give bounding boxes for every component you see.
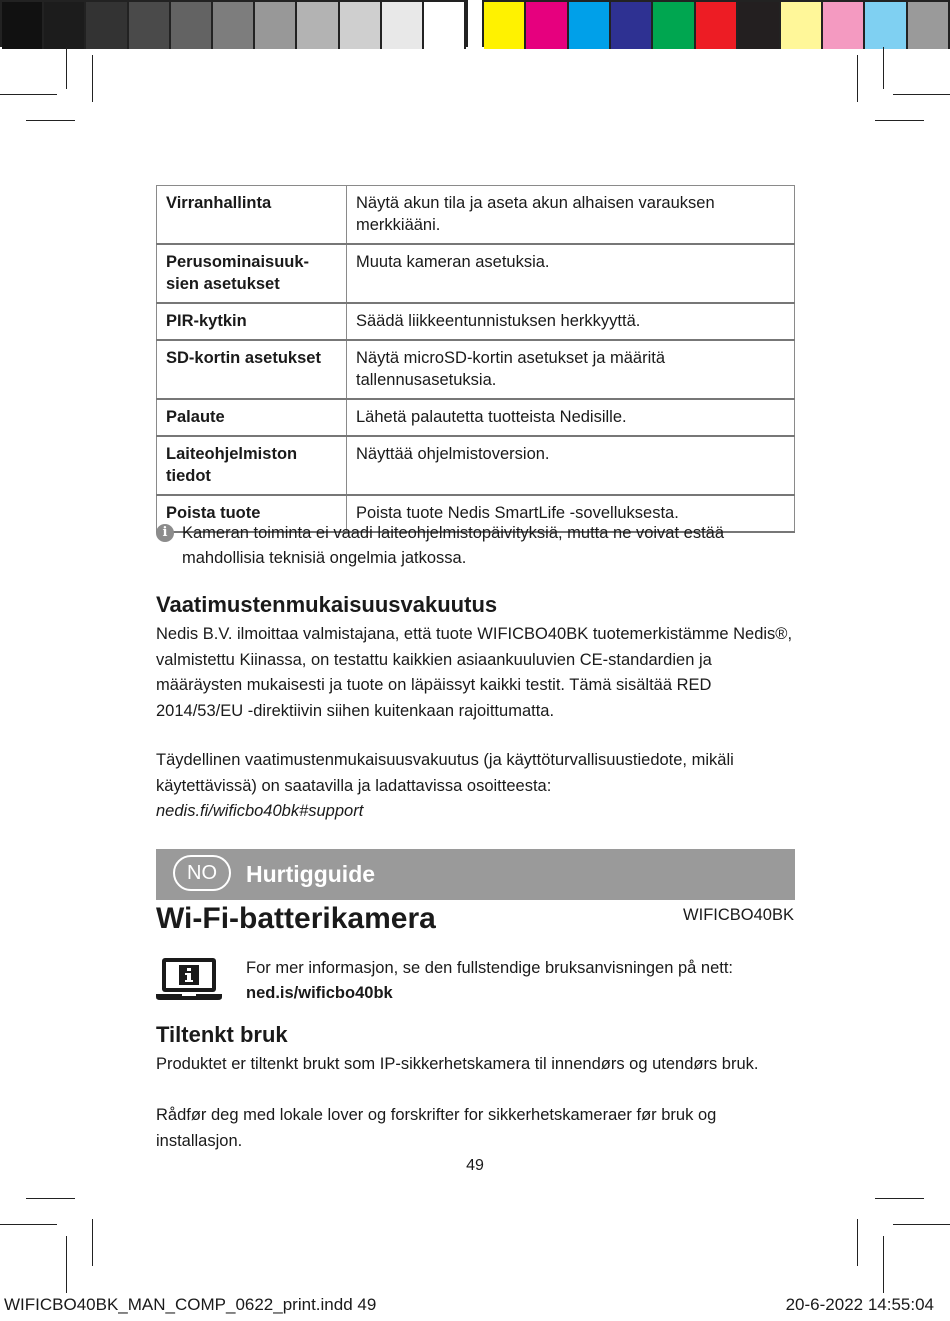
- product-title: Wi-Fi-batterikamera: [156, 902, 436, 935]
- language-badge: NO: [173, 855, 231, 891]
- setting-name: Virranhallinta: [157, 186, 347, 245]
- info-link[interactable]: ned.is/wificbo40bk: [246, 984, 393, 1002]
- setting-name: Palaute: [157, 399, 347, 436]
- process-color-bar: [482, 0, 950, 47]
- crop-mark: [883, 1236, 884, 1293]
- info-icon: i: [156, 524, 174, 542]
- crop-mark: [92, 55, 93, 102]
- conformity-paragraph-2: [156, 748, 796, 825]
- language-banner: [156, 849, 795, 900]
- crop-mark: [66, 1236, 67, 1293]
- crop-mark: [893, 1224, 950, 1225]
- table-row: [157, 340, 795, 399]
- color-swatch: [297, 2, 339, 49]
- conformity-heading: Vaatimustenmukaisuusvakuutus: [156, 592, 498, 617]
- crop-mark: [875, 1198, 924, 1199]
- color-swatch: [823, 2, 865, 49]
- color-swatch: [781, 2, 823, 49]
- laptop-info-icon: [156, 956, 222, 1002]
- color-swatch: [569, 2, 611, 49]
- crop-mark: [0, 1224, 57, 1225]
- conformity-link[interactable]: nedis.fi/wificbo40bk#support: [156, 802, 364, 820]
- setting-description: Näyttää ohjelmistoversion.: [347, 436, 795, 495]
- color-swatch: [382, 2, 424, 49]
- table-row: [157, 186, 795, 245]
- conformity-paragraph-1: Nedis B.V. ilmoittaa valmistajana, että tuote WIFICBO40BK tuotemerkistämme Nedis®, valmistettu Kiinassa, on testattu kaikkien asiaankuuluvien CE-standardien ja määräysten mukaisesti ja tuote on läpäissyt kaikki testit. Tämä sisältää RED 2014/53/EU -direktiivin siihen kuitenkaan rajoittumatta.: [156, 625, 793, 720]
- table-row: [157, 303, 795, 340]
- crop-mark: [883, 47, 884, 89]
- intended-use-heading: Tiltenkt bruk: [156, 1022, 288, 1047]
- color-swatch: [611, 2, 653, 49]
- color-swatch: [171, 2, 213, 49]
- color-swatch: [213, 2, 255, 49]
- color-swatch: [865, 2, 907, 49]
- product-code: WIFICBO40BK: [683, 906, 794, 924]
- setting-description: Muuta kameran asetuksia.: [347, 244, 795, 303]
- slug-file-info: WIFICBO40BK_MAN_COMP_0622_print.indd 49: [4, 1295, 377, 1314]
- color-swatch: [2, 2, 44, 49]
- setting-name: SD-kortin asetukset: [157, 340, 347, 399]
- setting-name: Perusominaisuuk- sien asetukset: [157, 244, 347, 303]
- setting-description: Näytä microSD-kortin asetukset ja määritä tallennusasetuksia.: [347, 340, 795, 399]
- setting-name: Laiteohjelmiston tiedot: [157, 436, 347, 495]
- table-row: [157, 244, 795, 303]
- intended-use-paragraph-1: Produktet er tiltenkt brukt som IP-sikkerhetskamera til innendørs og utendørs bruk.: [156, 1055, 759, 1073]
- note-text: Kameran toiminta ei vaadi laiteohjelmistopäivityksiä, mutta ne voivat estää mahdollisia teknisiä ongelmia jatkossa.: [182, 524, 725, 567]
- crop-mark: [857, 1219, 858, 1266]
- setting-description: Säädä liikkeentunnistuksen herkkyyttä.: [347, 303, 795, 340]
- color-swatch: [424, 2, 466, 49]
- table-row: [157, 399, 795, 436]
- crop-mark: [26, 1198, 75, 1199]
- intended-use-paragraph-2: Rådfør deg med lokale lover og forskrifter for sikkerhetskameraer før bruk og installasjon.: [156, 1106, 717, 1150]
- info-text-label: For mer informasjon, se den fullstendige bruksanvisningen på nett:: [246, 959, 734, 977]
- setting-name: Poista tuote: [157, 495, 347, 532]
- color-swatch: [86, 2, 128, 49]
- color-swatch: [129, 2, 171, 49]
- color-swatch: [340, 2, 382, 49]
- crop-mark: [66, 47, 67, 89]
- color-swatch: [738, 2, 780, 49]
- table-row: [157, 436, 795, 495]
- page-number: 49: [466, 1157, 484, 1174]
- crop-mark: [857, 55, 858, 102]
- color-swatch: [255, 2, 297, 49]
- setting-description: Lähetä palautetta tuotteista Nedisille.: [347, 399, 795, 436]
- color-swatch: [526, 2, 568, 49]
- crop-mark: [92, 1219, 93, 1266]
- color-swatch: [696, 2, 738, 49]
- color-swatch: [653, 2, 695, 49]
- color-swatch: [484, 2, 526, 49]
- crop-mark: [0, 94, 57, 95]
- crop-mark: [26, 120, 75, 121]
- settings-table: [156, 185, 795, 533]
- info-text: [246, 956, 796, 1006]
- grayscale-color-bar: [0, 0, 468, 47]
- setting-description: Näytä akun tila ja aseta akun alhaisen varauksen merkkiääni.: [347, 186, 795, 245]
- setting-description: Poista tuote Nedis SmartLife -sovelluksesta.: [347, 495, 795, 532]
- crop-mark: [875, 120, 924, 121]
- color-swatch: [908, 2, 950, 49]
- crop-mark: [893, 94, 950, 95]
- slug-timestamp: 20-6-2022 14:55:04: [785, 1295, 934, 1314]
- setting-name: PIR-kytkin: [157, 303, 347, 340]
- conformity-text: Täydellinen vaatimustenmukaisuusvakuutus (ja käyttöturvallisuustiedote, mikäli käytettävissä) on saatavilla ja ladattavissa osoitteesta:: [156, 751, 734, 795]
- banner-title: Hurtigguide: [246, 861, 376, 887]
- color-swatch: [44, 2, 86, 49]
